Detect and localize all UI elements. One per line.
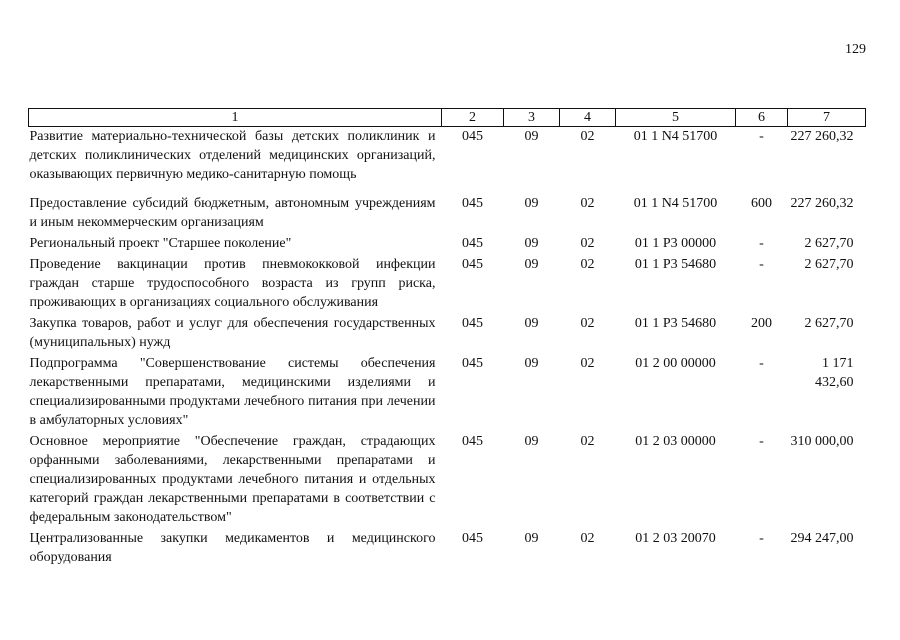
header-col-2: 2 bbox=[442, 109, 504, 127]
row-code-6: - bbox=[759, 236, 764, 251]
row-code-2: 045 bbox=[462, 434, 483, 449]
row-code-5: 01 1 P3 00000 bbox=[634, 236, 717, 251]
table-row bbox=[29, 127, 866, 195]
row-code-5: 01 1 N4 51700 bbox=[633, 196, 718, 211]
table-row bbox=[29, 354, 866, 432]
row-code-4: 02 bbox=[580, 129, 595, 144]
row-code-6: - bbox=[759, 356, 764, 371]
table-row bbox=[29, 529, 866, 569]
row-code-4: 02 bbox=[580, 236, 595, 251]
row-code-6: - bbox=[759, 257, 764, 272]
row-code-6: - bbox=[759, 434, 764, 449]
row-name: Проведение вакцинации против пневмококковой инфекции граждан старше трудоспособного возраста из групп риска, проживающих в организациях социального обслуживания bbox=[29, 257, 436, 310]
row-amount: 310 000,00 bbox=[790, 434, 854, 449]
row-code-6: 200 bbox=[751, 316, 772, 331]
row-amount: 2 627,70 bbox=[804, 316, 854, 331]
header-col-4: 4 bbox=[560, 109, 616, 127]
row-amount: 2 627,70 bbox=[804, 257, 854, 272]
page-number: 129 bbox=[845, 42, 866, 57]
row-name: Основное мероприятие "Обеспечение граждан, страдающих орфанными заболеваниями, лекарственными препаратами и специализированных продуктами лечебного питания и отдельных категорий граждан лекарственными препаратами в соответствии с федеральным законодательством" bbox=[29, 434, 436, 525]
row-code-2: 045 bbox=[462, 356, 483, 371]
row-code-4: 02 bbox=[580, 196, 595, 211]
row-amount: 2 627,70 bbox=[804, 236, 854, 251]
row-name: Развитие материально-технической базы детских поликлиник и детских поликлинических отделений медицинских организаций, оказывающих первичную медико-санитарную помощь bbox=[29, 129, 436, 182]
row-code-6: - bbox=[759, 129, 764, 144]
header-col-6: 6 bbox=[736, 109, 788, 127]
budget-table bbox=[28, 108, 866, 569]
row-name: Закупка товаров, работ и услуг для обеспечения государственных (муниципальных) нужд bbox=[29, 316, 436, 350]
table-row bbox=[29, 234, 866, 255]
row-code-6: - bbox=[759, 531, 764, 546]
row-code-4: 02 bbox=[580, 356, 595, 371]
row-code-5: 01 2 00 00000 bbox=[635, 356, 716, 371]
row-amount: 227 260,32 bbox=[790, 129, 854, 144]
row-code-2: 045 bbox=[462, 257, 483, 272]
table-row bbox=[29, 314, 866, 354]
header-col-5: 5 bbox=[616, 109, 736, 127]
table-body bbox=[29, 127, 866, 570]
row-code-2: 045 bbox=[462, 531, 483, 546]
table-header bbox=[29, 109, 866, 127]
row-amount: 1 171 432,60 bbox=[815, 356, 854, 390]
row-code-4: 02 bbox=[580, 257, 595, 272]
row-code-5: 01 1 P3 54680 bbox=[634, 316, 717, 331]
row-code-2: 045 bbox=[462, 196, 483, 211]
row-code-2: 045 bbox=[462, 316, 483, 331]
row-code-3: 09 bbox=[524, 316, 539, 331]
row-name: Централизованные закупки медикаментов и медицинского оборудования bbox=[29, 531, 436, 565]
row-code-4: 02 bbox=[580, 531, 595, 546]
row-code-4: 02 bbox=[580, 316, 595, 331]
table-row bbox=[29, 194, 866, 234]
row-name: Подпрограмма "Совершенствование системы обеспечения лекарственными препаратами, медицинскими изделиями и специализированными продуктами лечебного питания при лечении в амбулаторных условиях" bbox=[29, 356, 436, 428]
row-amount: 294 247,00 bbox=[790, 531, 854, 546]
row-code-5: 01 2 03 00000 bbox=[635, 434, 716, 449]
row-name: Предоставление субсидий бюджетным, автономным учреждениям и иным некоммерческим организациям bbox=[29, 196, 436, 230]
row-code-3: 09 bbox=[524, 434, 539, 449]
row-code-4: 02 bbox=[580, 434, 595, 449]
table-row bbox=[29, 432, 866, 529]
header-col-1: 1 bbox=[29, 109, 442, 127]
row-name: Региональный проект "Старшее поколение" bbox=[29, 236, 292, 251]
row-code-3: 09 bbox=[524, 129, 539, 144]
row-code-3: 09 bbox=[524, 236, 539, 251]
table-row bbox=[29, 255, 866, 314]
row-code-2: 045 bbox=[462, 236, 483, 251]
row-code-2: 045 bbox=[462, 129, 483, 144]
row-code-5: 01 1 N4 51700 bbox=[633, 129, 718, 144]
row-code-6: 600 bbox=[751, 196, 772, 211]
row-code-5: 01 1 P3 54680 bbox=[634, 257, 717, 272]
row-amount: 227 260,32 bbox=[790, 196, 854, 211]
row-code-3: 09 bbox=[524, 356, 539, 371]
header-col-7: 7 bbox=[788, 109, 866, 127]
row-code-3: 09 bbox=[524, 531, 539, 546]
row-code-5: 01 2 03 20070 bbox=[635, 531, 716, 546]
row-code-3: 09 bbox=[524, 196, 539, 211]
row-code-3: 09 bbox=[524, 257, 539, 272]
header-col-3: 3 bbox=[504, 109, 560, 127]
